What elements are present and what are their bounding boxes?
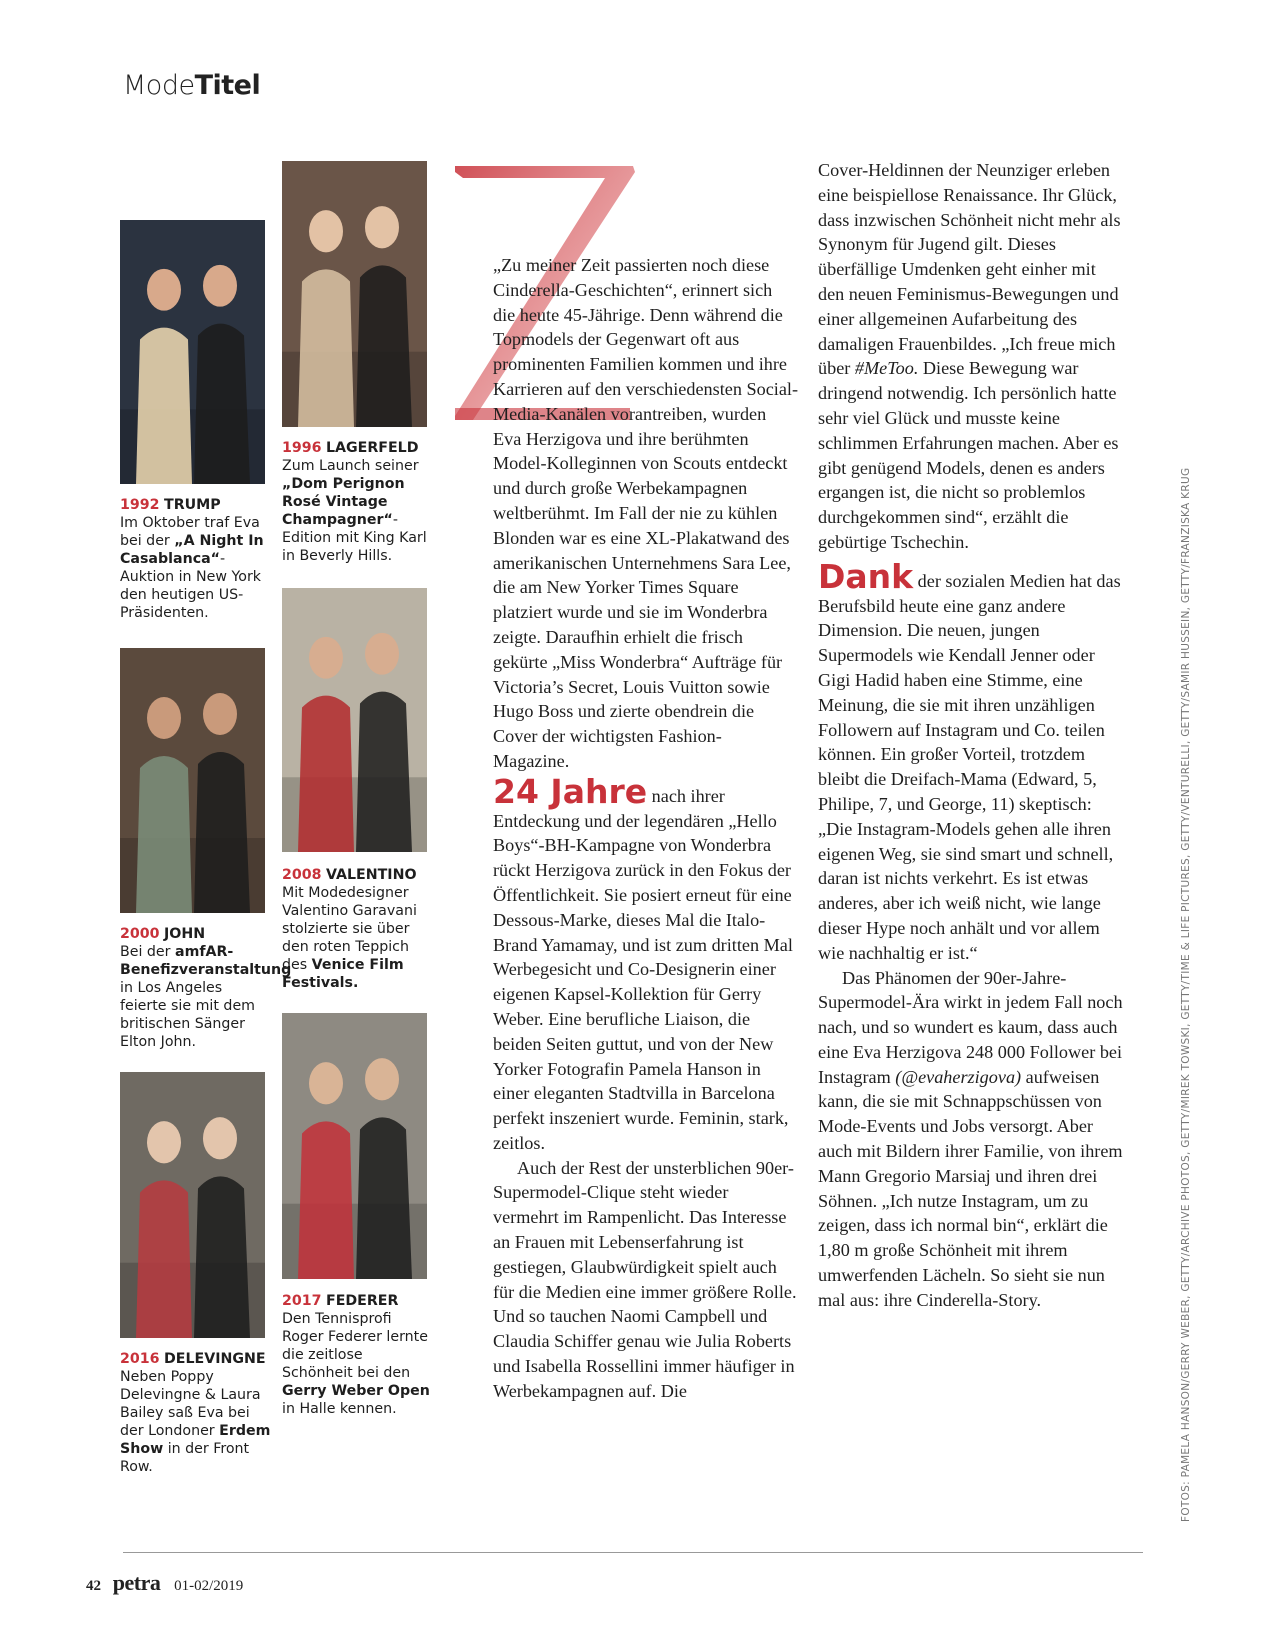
caption-bold: „Dom Perignon Rosé Vintage Champagner“: [282, 476, 405, 528]
paragraph-text: Diese Bewegung war dringend notwendig. Ich persönlich hatte sehr viel Glück und musste keine schlimmen Erfahrungen machen. Aber es gibt genügend Models, denen es anders ergangen ist, die nicht so problemlos durchgekommen sind“, erzählt die gebürtige Tschechin.: [818, 358, 1119, 552]
paragraph: [493, 771, 798, 1156]
caption-text: in Los Angeles feierte sie mit dem britischen Sänger Elton John.: [120, 980, 255, 1050]
caption-text: Mit Modedesigner Valentino Garavani stolzierte sie über den roten Teppich des: [282, 885, 417, 973]
article-column-2: [818, 158, 1123, 1313]
caption-name: FEDERER: [326, 1293, 399, 1309]
caption-text: Zum Launch seiner: [282, 458, 419, 474]
caption-name: JOHN: [164, 926, 206, 942]
caption-trump: [120, 496, 272, 622]
photo-john: [120, 648, 265, 913]
caption-text: in Halle kennen.: [282, 1401, 397, 1417]
paragraph: „Zu meiner Zeit passierten noch diese Cinderella-Geschichten“, erinnert sich die heute 45-Jährige. Denn während die Topmodels der Gegenwart oft aus prominenten Familien kommen und ihre Karrieren auf den verschiedensten Social-Media-Kanälen vorantreiben, wurden Eva Herzigova und ihre berühmten Model-Kolleginnen von Scouts entdeckt und durch große Werbekampagnen weltberühmt. Im Fall der nie zu kühlen Blonden war es eine XL-Plakatwand des amerikanischen Unternehmens Sara Lee, die am New Yorker Times Square platziert wurde und sie im Wonderbra zeigte. Daraufhin erhielt die frisch gekürte „Miss Wonderbra“ Aufträge für Victoria’s Secret, Louis Vuitton sowie Hugo Boss und zierte obendrein die Cover der wichtigsten Fashion-Magazine.: [493, 255, 799, 771]
paragraph-text: Das Phänomen der 90er-Jahre-Supermodel-Ära wirkt in jedem Fall noch nach, und so wundert es kaum, dass auch eine Eva Herzigova 248 000 Follower bei Instagram: [818, 967, 1123, 1087]
photo-valentino: [282, 588, 427, 852]
paragraph-text: nach ihrer Entdeckung und der legendären „Hello Boys“-BH-Kampagne von Wonderbra rückt Herzigova zurück in den Fokus der Öffentlichkeit. Sie posiert erneut für eine Dessous-Marke, dieses Mal die Italo-Brand Yamamay, und ist zum dritten Mal Werbegesicht und Co-Designerin einer eigenen Kapsel-Kollektion für Gerry Weber. Eine berufliche Liaison, die beiden Seiten guttut, und von der New Yorker Fotografin Pamela Hanson in einer eleganten Stadtvilla in Barcelona perfekt inszeniert wurde. Feminin, stark, zeitlos.: [493, 785, 793, 1153]
caption-text: -Auktion in New York den heutigen US-Präsidenten.: [120, 551, 262, 621]
issue-number: 01-02/2019: [174, 1578, 244, 1594]
caption-year: 1992: [120, 497, 160, 513]
paragraph: [818, 158, 1123, 555]
caption-year: 2008: [282, 867, 322, 883]
page-footer: [86, 1570, 243, 1596]
lead-word: Dank: [818, 556, 914, 596]
caption-text: Neben Poppy Delevingne & Laura Bailey saß Eva bei der Londoner: [120, 1369, 261, 1439]
caption-year: 1996: [282, 440, 322, 456]
photo-lagerfeld: [282, 161, 427, 427]
caption-text: Den Tennisprofi Roger Federer lernte die zeitlose Schönheit bei den: [282, 1311, 428, 1381]
paragraph: [818, 556, 1123, 966]
caption-bold: Venice Film Festivals.: [282, 957, 404, 991]
magazine-logo: petra: [112, 1570, 161, 1595]
section-label: Mode: [123, 70, 195, 101]
section-header: [123, 70, 260, 101]
caption-bold: Gerry Weber Open: [282, 1383, 430, 1399]
article-column-1: [493, 253, 798, 1404]
section-title: Titel: [194, 70, 261, 101]
caption-federer: [282, 1292, 434, 1418]
caption-valentino: [282, 866, 434, 992]
caption-name: LAGERFELD: [326, 440, 419, 456]
caption-year: 2017: [282, 1293, 322, 1309]
paragraph-text: aufweisen kann, die sie mit Schnappschüssen von Mode-Events und Jobs versorgt. Aber auch mit Bildern ihrer Familie, von ihrem Mann Gregorio Marsiaj und ihren drei Söhnen. „Ich nutze Instagram, um zu zeigen, dass ich normal bin“, erklärt die 1,80 m große Schönheit mit ihrem umwerfenden Lächeln. So sieht sie nun mal aus: ihre Cinderella-Story.: [818, 1066, 1123, 1310]
caption-text: in der Front Row.: [120, 1441, 250, 1475]
paragraph: [818, 966, 1123, 1313]
caption-year: 2000: [120, 926, 160, 942]
caption-name: VALENTINO: [326, 867, 417, 883]
photo-credits: FOTOS: PAMELA HANSON/GERRY WEBER, GETTY/ARCHIVE PHOTOS, GETTY/MIREK TOWSKI, GETTY/TIME & LIFE PICTURES, GETTY/VENTURELLI, GETTY/SAMIR HUSSEIN, GETTY/FRANZISKA KRUG: [1180, 467, 1192, 1522]
caption-delevingne: [120, 1350, 272, 1476]
photo-delevingne: [120, 1072, 265, 1338]
photo-federer: [282, 1013, 427, 1279]
caption-lagerfeld: [282, 439, 434, 565]
footer-divider: [123, 1552, 1143, 1553]
page-number: 42: [86, 1578, 101, 1594]
caption-bold: „A Night In Casablanca“: [120, 533, 264, 567]
paragraph-text: Cover-Heldinnen der Neunziger erleben eine beispiellose Renaissance. Ihr Glück, dass inzwischen Schönheit nicht mehr als Synonym für Jugend gilt. Dieses überfällige Umdenken geht einher mit den neuen Feminismus-Bewegungen und einer allgemeinen Aufarbeitung des damaligen Frauenbildes. „Ich freue mich über: [818, 160, 1121, 379]
hashtag: #MeToo.: [854, 358, 919, 379]
caption-text: Bei der: [120, 944, 175, 960]
caption-name: TRUMP: [164, 497, 221, 513]
lead-word: 24 Jahre: [493, 771, 648, 811]
caption-bold: Erdem Show: [120, 1423, 271, 1457]
paragraph-text: der sozialen Medien hat das Berufsbild heute eine ganz andere Dimension. Die neuen, jungen Supermodels wie Kendall Jenner oder Gigi Hadid haben eine Stimme, eine Meinung, die sie mit ihren unzähligen Followern auf Instagram und Co. teilen können. Ein großer Vorteil, trotzdem bleibt die Dreifach-Mama (Edward, 5, Philipe, 7, und George, 11) skeptisch: „Die Instagram-Models gehen alle ihren eigenen Weg, sie sind smart und schnell, daran ist nichts verkehrt. Es ist etwas anderes, aber ich weiß nicht, wie lange dieser Hype noch anhält und vor allem wie nachhaltig er ist.“: [818, 570, 1121, 963]
caption-text: Im Oktober traf Eva bei der: [120, 515, 260, 549]
caption-name: DELEVINGNE: [164, 1351, 266, 1367]
caption-john: [120, 925, 292, 1051]
caption-text: -Edition mit King Karl in Beverly Hills.: [282, 512, 427, 564]
paragraph: Auch der Rest der unsterblichen 90er-Supermodel-Clique steht wieder vermehrt im Rampenlicht. Das Interesse an Frauen mit Lebenserfahrung ist gestiegen, Glaubwürdigkeit spielt auch für die Medien eine immer größere Rolle. Und so tauchen Naomi Campbell und Claudia Schiffer genau wie Julia Roberts und Isabella Rossellini immer häufiger in Werbekampagnen auf. Die: [493, 1157, 797, 1401]
caption-bold: amfAR-Benefizveranstaltung: [120, 944, 292, 978]
caption-year: 2016: [120, 1351, 160, 1367]
photo-trump: [120, 220, 265, 484]
instagram-handle: (@evaherzigova): [895, 1066, 1022, 1087]
